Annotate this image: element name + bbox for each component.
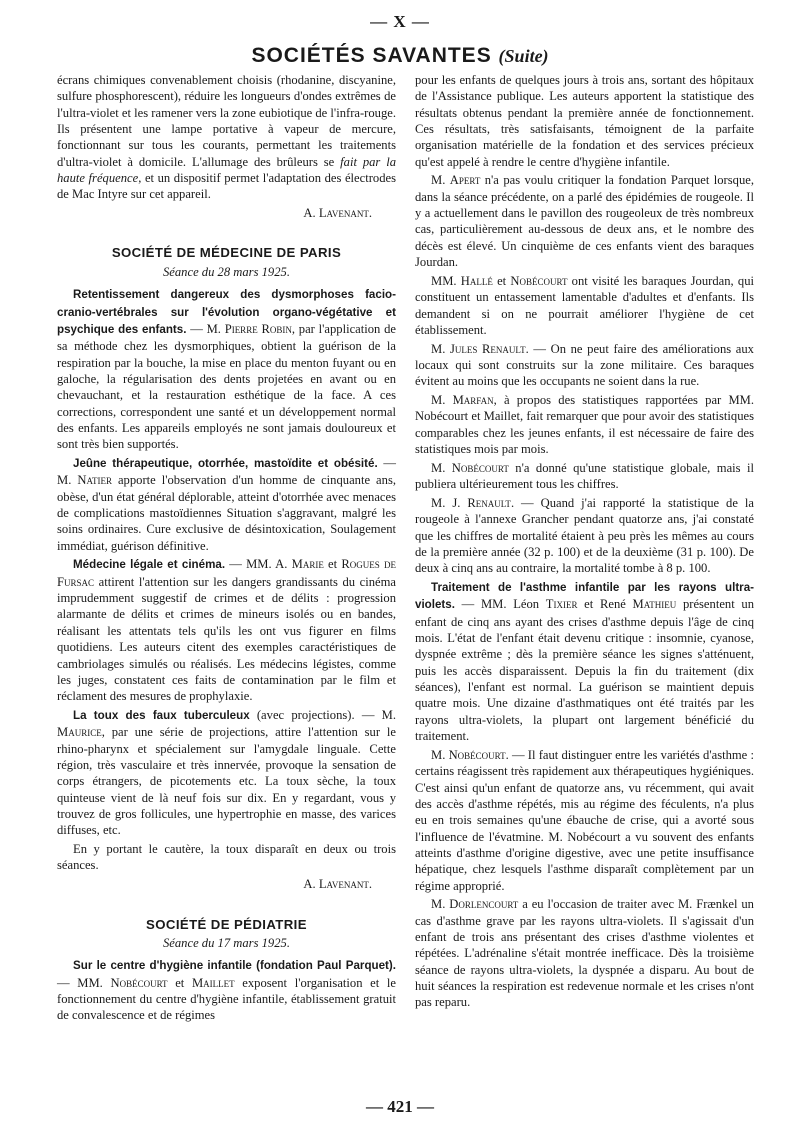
signature — [57, 205, 396, 221]
text: M. — [431, 173, 450, 188]
text: M. — [431, 747, 449, 762]
author-name: Apert — [449, 173, 481, 188]
text: . — Quand j'ai rapporté la statistique de la rougeole à l'annexe Grancher pendant quatorze ans, j'ai constaté que les chiffres de mortalité étaient à peu près les mêmes au cours de la première année (32 p. 100) et de la deuxième (31 p. 100). De deux à cinq ans au contraire, la mortalité tombe à 8 p. 100. — [415, 495, 755, 576]
author-name: Natier — [77, 473, 112, 488]
text: M. — [431, 460, 452, 475]
text: M. — [431, 341, 450, 356]
text: . — Il faut distinguer entre les variétés d'asthme : certains réagissent très rapidement aux thérapeutiques hygiéniques. C'est ainsi qu'un enfant de quatorze ans, vu récemment, qui avait des accès d'asthme répétés, mis au régime des féculents, n'a plus eu en trois semaines qu'une ébauche de crise, qui a avorté sous l'influence de l'évatmine. M. Nobécourt a vu souvent des enfants atteints d'asthme d'origine digestive, avec une petite insuffisance hépatique, chez lesquels l'asthme disparaît complètement par un régime approprié. — [415, 747, 754, 893]
text: n'a donné qu'une statistique globale, mais il publiera ultérieurement tous les chiffres. — [415, 460, 754, 492]
text: et — [492, 273, 511, 288]
author-name: Mathieu — [632, 597, 677, 612]
text: et — [323, 557, 342, 572]
text: et — [167, 975, 192, 990]
article — [57, 957, 396, 1023]
author-name: Nobécourt — [510, 273, 568, 288]
author-name: Tixier — [545, 597, 578, 612]
paragraph — [415, 495, 754, 577]
text: MM. — [431, 273, 461, 288]
author-name: Maillet — [191, 975, 235, 990]
session-date: Séance du 28 mars 1925. — [163, 264, 290, 279]
signature-text: A. Lavenant. — [303, 877, 372, 892]
author-name: Nobécourt — [448, 747, 506, 762]
article-rubric: Retentissement dangereux des dysmorphoses facio-cranio-vertébrales sur l'évolution organo-végétative et psychique des enfants. — [57, 288, 396, 336]
text: . — On ne peut faire des améliorations aux locaux qui sont construits sur la zone militaire. Ces baraques évitent au moins que les occupants ne soient dans la rue. — [415, 341, 754, 389]
text: M. — [431, 393, 453, 408]
author-name: Nobécourt — [110, 975, 168, 990]
text: (avec projections). — [249, 707, 355, 722]
author-name: Nobécourt — [451, 460, 509, 475]
author-name: Jules Renault — [449, 341, 526, 356]
text: et René — [577, 597, 633, 612]
author-name: Hallé — [460, 273, 493, 288]
running-title-suite: (Suite) — [498, 46, 549, 66]
text: , par l'application de sa méthode chez les dysmorphiques, obtient la guérison de la respiration par la bouche, la mise en place du menton fuyant ou en galoche, la régularisation des dents projetées en avant ou en chevauchant, et la restauration esthétique de la face. A ces corrections, correspondent une santé et un développement normal des enfants. Les appareils employés ne sont jamais douloureux et sont très bien supportés. — [57, 321, 396, 452]
article — [57, 707, 396, 839]
paragraph — [415, 172, 754, 270]
article-rubric: Médecine légale et cinéma. — [73, 558, 226, 572]
paragraph — [415, 747, 754, 894]
page-number: — 421 — — [366, 1097, 434, 1116]
article-rubric: Sur le centre d'hygiène infantile (fondation Paul Parquet). — [73, 959, 396, 973]
left-column — [57, 72, 396, 1026]
author-name: Renault — [467, 495, 511, 510]
text: écrans chimiques convenablement choisis (rhodanine, discyanine, sulfure phosphorescent), réduire les longueurs d'ondes extrêmes de l'ultra-violet et les ramener vers la zone eubiotique de l'infra-rouge. Ils présentent une lampe portative à vapeur de mercure, fonctionnant sur tous les courants, permettant les traitements d'ultra-violet à domicile. L'allumage des brûleurs se — [57, 73, 396, 169]
author-name: Marfan — [452, 393, 494, 408]
paragraph — [415, 273, 754, 338]
paragraph — [415, 896, 754, 1010]
article — [57, 556, 396, 704]
text: exposent l'organisation et le fonctionnement du centre d'hygiène infantile, établissement gratuit de convalescence et de régimes — [57, 975, 396, 1023]
author-name: Dorlencourt — [449, 897, 519, 912]
text: — M. — [186, 321, 225, 336]
paragraph — [415, 460, 754, 493]
text: n'a pas voulu critiquer la fondation Parquet lorsque, dans la séance précédente, on a parlé des épidémies de rougeole. Il y a actuellement dans le pavillon des rougeoleux de très nombreux cas, particulièrement au-dessous de deux ans, et le nombre des décès est élevé. Un cinquième de ces enfants vient des baraques Jourdan. — [415, 173, 754, 270]
text: M. — [431, 897, 450, 912]
article — [57, 455, 396, 554]
paragraph: pour les enfants de quelques jours à trois ans, sortant des hôpitaux de l'Assistance publique. Les auteurs apportent la statistique des résultats obtenus pendant la première année de fonctionnement. Ces résultats, très satisfaisants, témoignent de la parfaite organisation matérielle de la fondation et des services précieux qu'est appelé à rendre le centre d'hygiène infantile. — [415, 73, 754, 169]
text: présentent un enfant de cinq ans ayant des crises d'asthme depuis l'âge de cinq mois. L'état de l'enfant était devenu critique : insomnie, cyanose, dyspnée extrême ; dès la première séance les signes s'atténuent, puis les accès disparaissent. Depuis la fin du traitement (dix séances), l'enfant est normal. La guérison se maintient depuis quatre mois. Une dizaine d'asthmatiques ont été traités par les rayons ultra-violets, la plupart ont largement bénéficié du traitement. — [415, 597, 754, 744]
text: M. J. — [431, 495, 468, 510]
text: — MM. A. — [225, 557, 292, 572]
text: — MM. — [57, 975, 111, 990]
author-name: Marie — [291, 557, 324, 572]
running-title — [0, 44, 800, 68]
running-title-main: SOCIÉTÉS SAVANTES — [251, 44, 492, 67]
article-rubric: Jeûne thérapeutique, otorrhée, mastoïdite et obésité. — [73, 457, 378, 470]
section-title: SOCIÉTÉ DE PÉDIATRIE — [146, 916, 307, 932]
text: — M. — [354, 707, 396, 722]
text: , à propos des statistiques rapportées par MM. Nobécourt et Maillet, fait remarquer que pour avoir des statistiques comparables chez les jeunes enfants, il est nécessaire de faire des statistiques mois par mois. — [415, 393, 755, 457]
author-name: Maurice — [57, 725, 102, 740]
signature — [57, 876, 396, 892]
author-name: Pierre Robin — [224, 321, 292, 336]
folio-roman: — X — — [370, 12, 430, 31]
signature-text: A. Lavenant. — [303, 206, 372, 221]
section-title: SOCIÉTÉ DE MÉDECINE DE PARIS — [111, 245, 342, 261]
text: — MM. Léon — [454, 597, 546, 612]
author-name: Rogues de Fursac — [57, 557, 396, 589]
right-column — [415, 72, 754, 1013]
session-date: Séance du 17 mars 1925. — [163, 935, 290, 950]
text: , par une série de projections, attire l'attention sur le rhino-pharynx et spécialement sur l'amygdale linguale. Cette région, très vasculaire et très innervée, provoque la sensation de corps étrangers, de picotements etc. La toux sèche, la toux quinteuse vient de là neuf fois sur dix. En y regardant, vous y trouvez de gros follicules, une hypertrophie en masse, des varices diffuses, etc. — [57, 725, 396, 838]
text: apporte l'observation d'un homme de cinquante ans, obèse, d'un état général déplorable, atteint d'otorrhée avec menaces de complications mastoïdiennes Situation s'aggravant, malgré les soins ordinaires. Cure exclusive de désintoxication, Soulagement immédiat, guérison définitive. — [57, 473, 396, 553]
text: , et un dispositif permet l'adaptation des électrodes de Mac Intyre sur cet appareil. — [57, 171, 396, 202]
italic-text: fait par la haute fréquence — [57, 154, 396, 186]
text: ont visité les baraques Jourdan, qui constituent un entassement lamentable d'adultes et d'enfants. Ils demandent si on ne pourrait améliorer l'hygiène de cet établissement. — [415, 273, 754, 337]
paragraph: En y portant le cautère, la toux disparaît en deux ou trois séances. — [57, 842, 396, 873]
text: a eu l'occasion de traiter avec M. Frænkel un cas d'asthme grave par les rayons ultra-violets. Il s'agissait d'un enfant de trois ans présentant des crises d'asthme violentes et répétées. L'adrénaline s'était montrée inefficace. Dès la troisième séance de rayons ultra-violets, la dyspnée a disparu. Au bout de huit séances la respiration est redevenue normale et les crises n'ont pas reparu. — [415, 897, 754, 1010]
paragraph — [57, 72, 396, 203]
article — [415, 579, 754, 744]
article-rubric: Traitement de l'asthme infantile par les rayons ultra-violets. — [415, 581, 754, 612]
paragraph — [415, 341, 754, 390]
article — [57, 286, 396, 452]
text: — M. — [57, 456, 396, 488]
text: attirent l'attention sur les dangers grandissants du cinéma imprudemment suggestif de crimes et de délits : progression alarmante de délits et crimes de mineurs isolés ou en bandes, réalisant les attentats tels qu'ils les ont vus figurer en films quotidiens. Les auteurs citent des exemples caractéristiques de cambriolages simulés ou réalisés. Les médecins légistes, comme les juges, constatent ces faits de contamination par le film et réclament des mesures de prophylaxie. — [57, 574, 396, 704]
paragraph — [415, 392, 754, 457]
article-rubric: La toux des faux tuberculeux — [73, 708, 250, 722]
